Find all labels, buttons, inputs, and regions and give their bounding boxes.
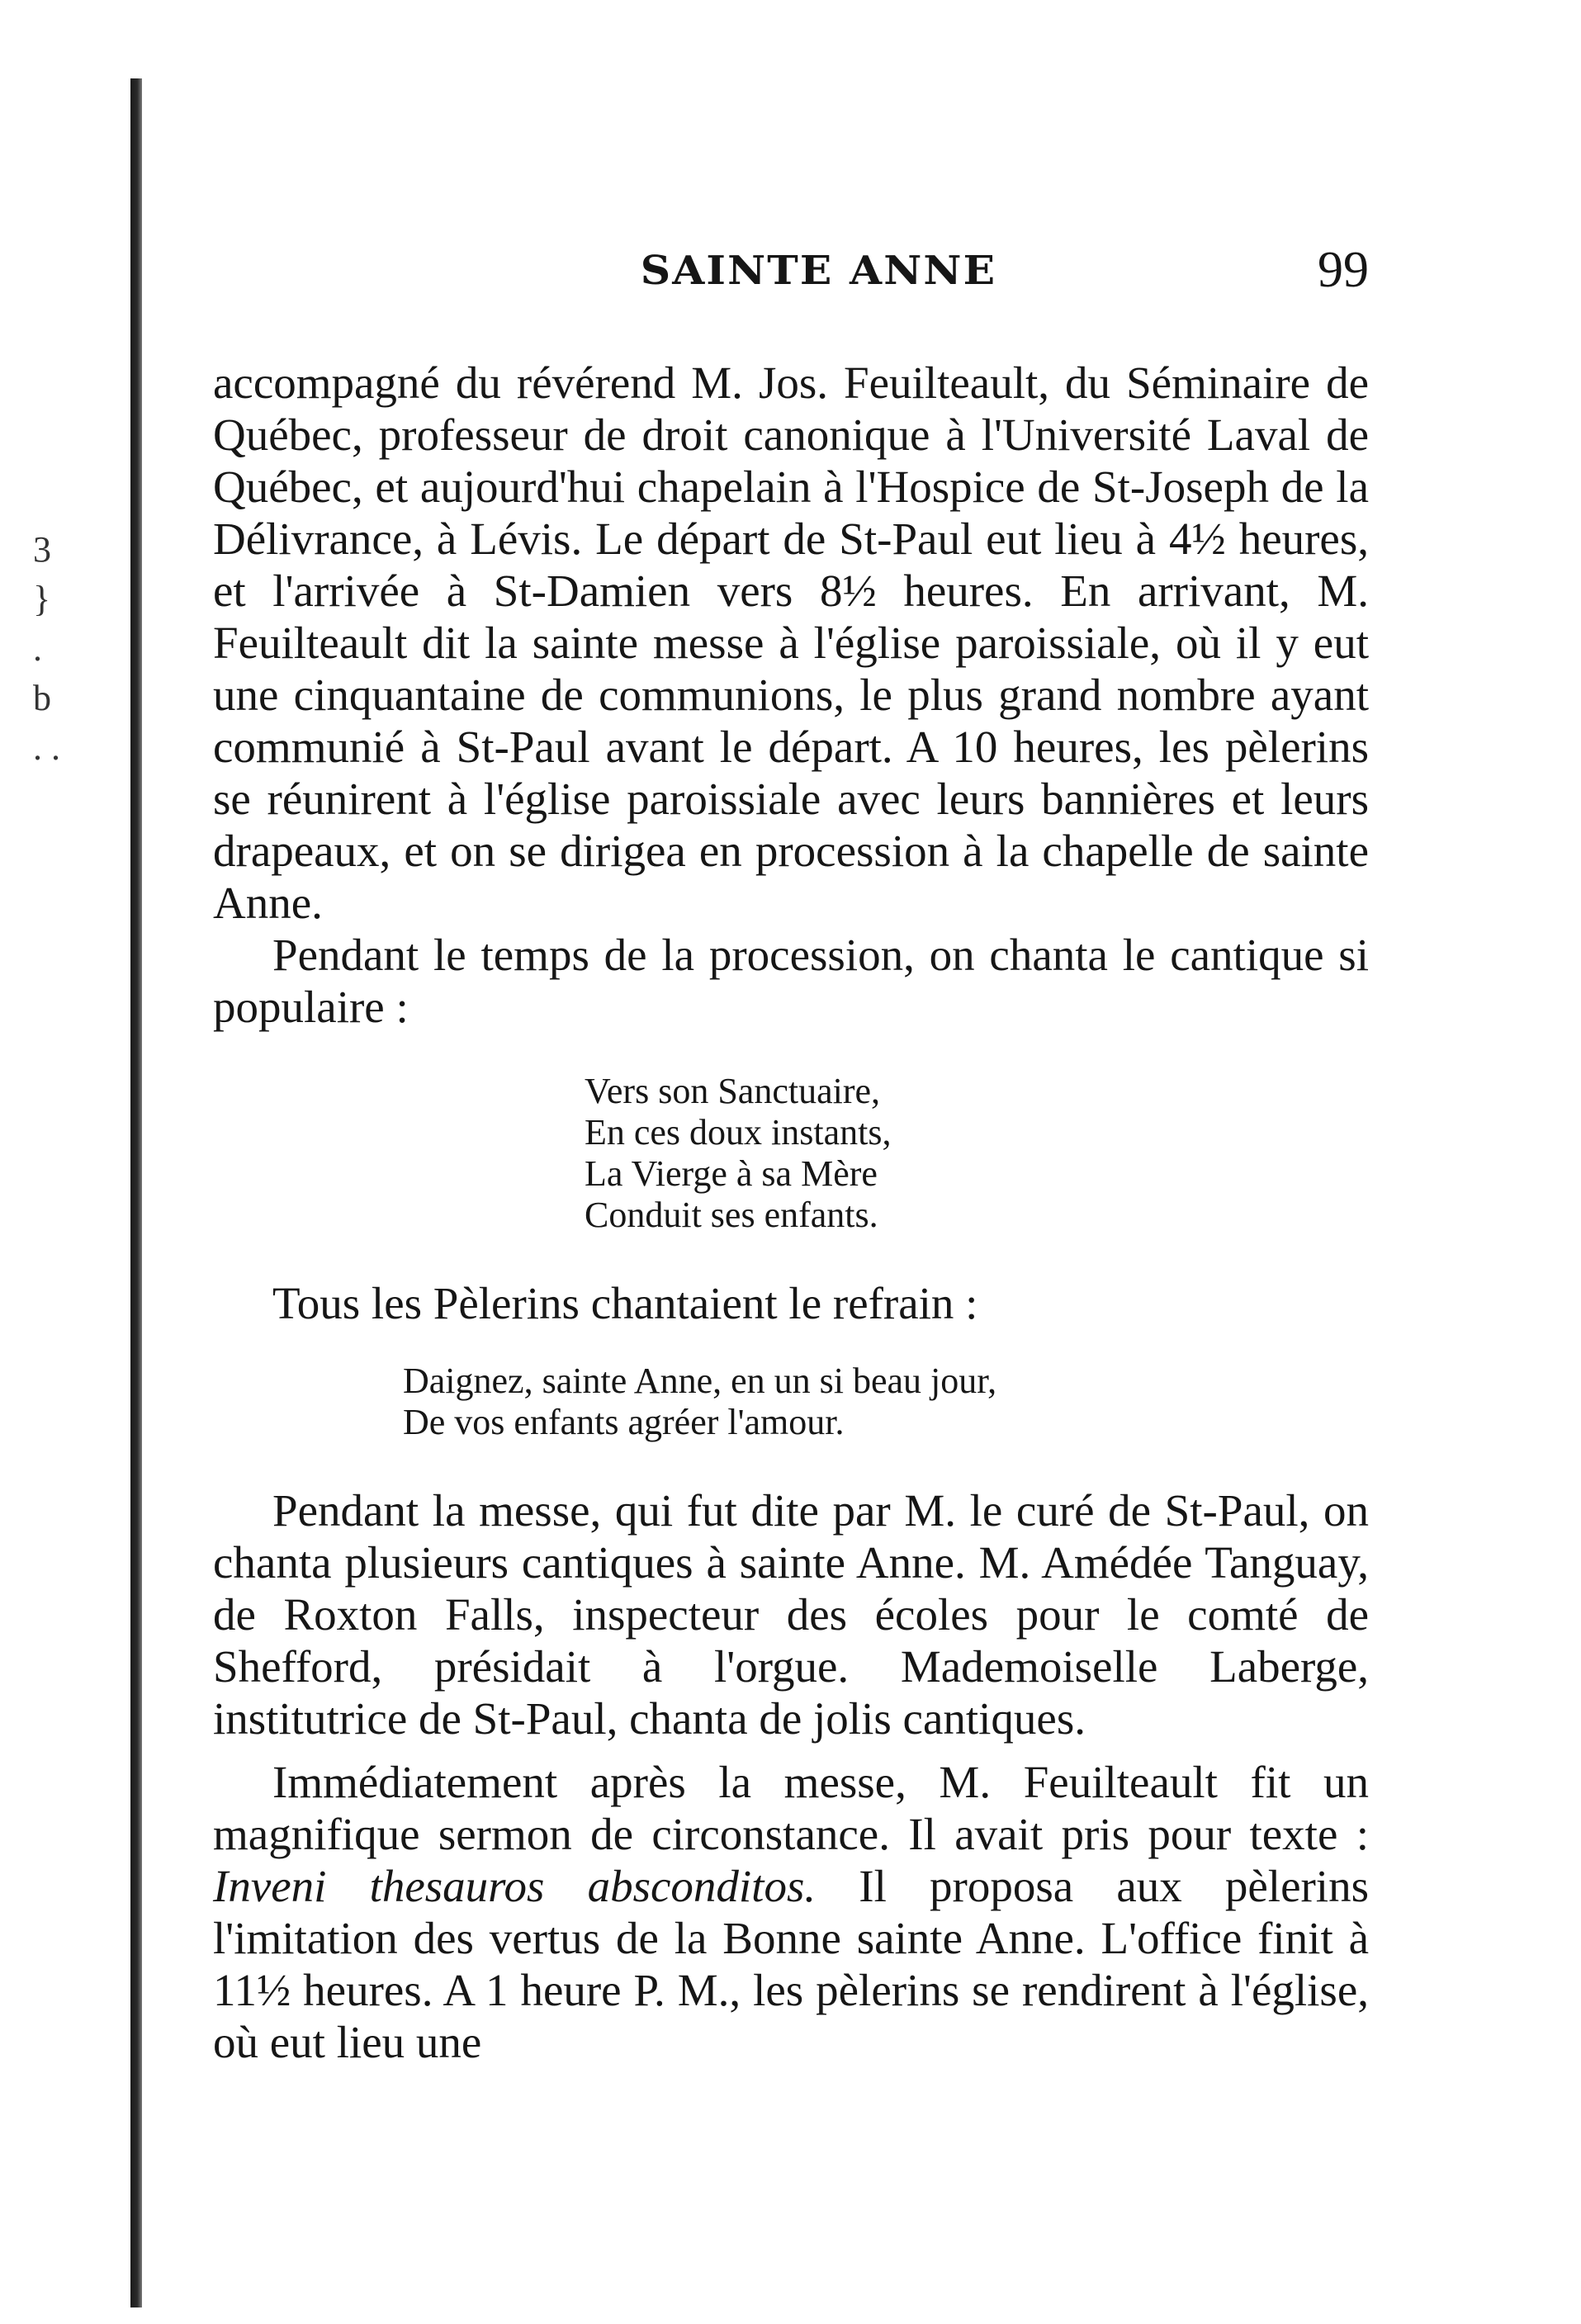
margin-mark: . <box>33 628 42 669</box>
running-title: SAINTE ANNE <box>640 248 997 294</box>
verse-line: Conduit ses enfants. <box>585 1195 878 1235</box>
verse-line: Daignez, sainte Anne, en un si beau jour, <box>403 1361 997 1401</box>
paragraph: Pendant le temps de la procession, on chanta le cantique si populaire : <box>213 930 1369 1032</box>
verse-stanza <box>213 1071 1369 1236</box>
paragraph-text: Immédiatement après la messe, M. Feuilteault fit un magnifique sermon de circonstance. Il avait pris pour texte : <box>213 1757 1369 1859</box>
binding-shadow <box>130 78 142 2307</box>
page-header <box>213 241 1369 307</box>
margin-mark: } <box>33 579 51 619</box>
paragraph-text: Il proposa aux pèlerins l'imitation des vertus de la Bonne sainte Anne. L'office finit à 11½ heures. A 1 heure P. M., les pèlerins se rendirent à l'église, où eut lieu une <box>213 1861 1369 2067</box>
margin-mark: 3 <box>33 529 51 570</box>
body-text <box>213 357 1369 2068</box>
verse-line: Vers son Sanctuaire, <box>585 1071 881 1111</box>
margin-mark: b <box>33 678 51 718</box>
page-number: 99 <box>1318 242 1369 298</box>
paragraph: Tous les Pèlerins chantaient le refrain : <box>272 1278 978 1328</box>
paragraph: accompagné du révérend M. Jos. Feuilteault, du Séminaire de Québec, professeur de droit canonique à l'Université Laval de Québec, et aujourd'hui chapelain à l'Hospice de St-Joseph de la Délivrance, à Lévis. Le départ de St-Paul eut lieu à 4½ heures, et l'arrivée à St-Damien vers 8½ heures. En arrivant, M. Feuilteault dit la sainte messe à l'église paroissiale, où il y eut une cinquantaine de communions, le plus grand nombre ayant communié à St-Paul avant le départ. A 10 heures, les pèlerins se réunirent à l'église paroissiale avec leurs bannières et leurs drapeaux, et on se dirigea en procession à la chapelle de sainte Anne. <box>213 357 1369 928</box>
paragraph: Pendant la messe, qui fut dite par M. le curé de St-Paul, on chanta plusieurs cantiques à sainte Anne. M. Amédée Tanguay, de Roxton Falls, inspecteur des écoles pour le comté de Shefford, présidait à l'orgue. Mademoiselle Laberge, institutrice de St-Paul, chanta de jolis cantiques. <box>213 1485 1369 1744</box>
verse-line: En ces doux instants, <box>585 1112 892 1153</box>
refrain-stanza <box>213 1361 1369 1443</box>
verse-line: De vos enfants agréer l'amour. <box>403 1402 845 1442</box>
verse-line: La Vierge à sa Mère <box>585 1153 878 1194</box>
latin-quote: Inveni thesauros absconditos. <box>213 1861 817 1911</box>
paragraph <box>213 1756 1369 2068</box>
margin-mark: . . <box>33 727 60 768</box>
